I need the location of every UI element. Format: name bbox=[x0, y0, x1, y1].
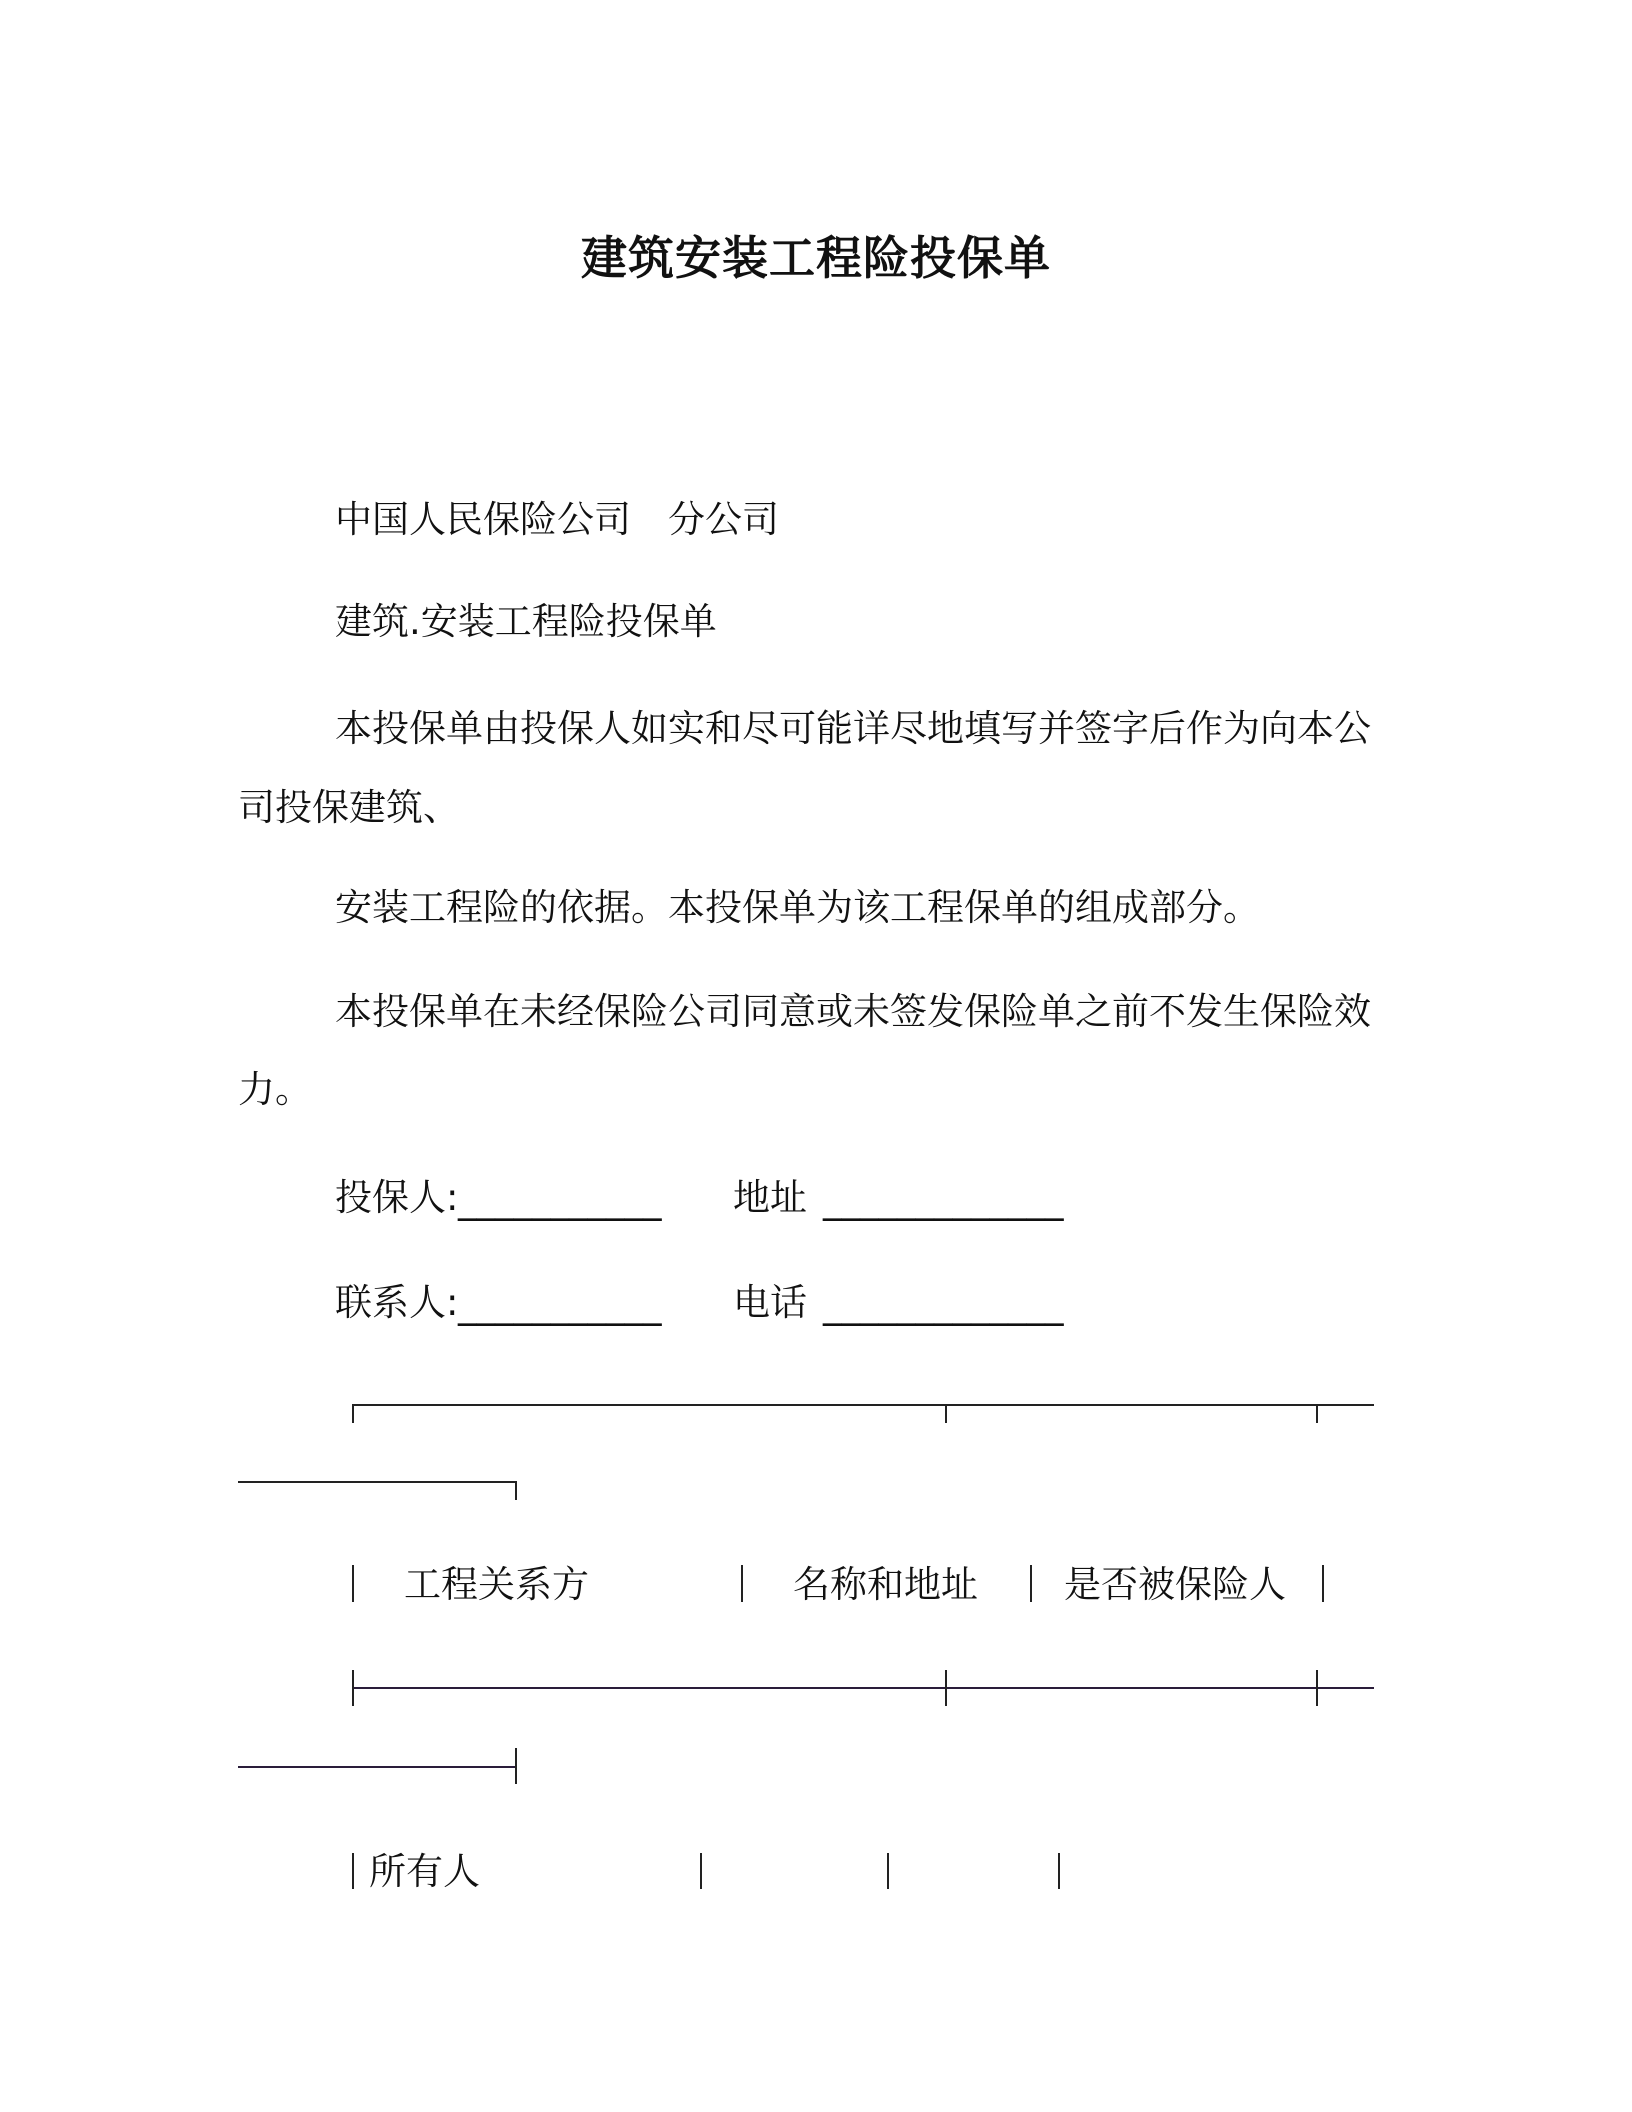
table-top-divider-2 bbox=[1316, 1404, 1318, 1423]
address-label: 地址 bbox=[733, 1176, 807, 1219]
contact-field[interactable]: ___________ bbox=[458, 1283, 662, 1326]
applicant-field[interactable]: ___________ bbox=[458, 1178, 662, 1221]
row-left-border bbox=[352, 1853, 354, 1889]
document-title: 建筑安装工程险投保单 bbox=[581, 231, 1051, 285]
contact-label: 联系人: bbox=[335, 1281, 459, 1324]
row-divider-3 bbox=[1058, 1853, 1060, 1889]
header-right-border bbox=[1322, 1565, 1324, 1602]
validity-paragraph-line-1: 本投保单在未经保险公司同意或未签发保险单之前不发生保险效 bbox=[335, 990, 1371, 1033]
header-separator-right-cross bbox=[515, 1748, 517, 1784]
intro-paragraph-line-1: 本投保单由投保人如实和尽可能详尽地填写并签字后作为向本公 bbox=[335, 707, 1371, 750]
applicant-label: 投保人: bbox=[335, 1176, 459, 1219]
header-separator-wrap bbox=[238, 1766, 516, 1768]
header-separator-cross-2 bbox=[1316, 1670, 1318, 1706]
header-separator-cross-1 bbox=[945, 1670, 947, 1706]
validity-paragraph-line-2: 力。 bbox=[238, 1068, 312, 1111]
table-top-divider-1 bbox=[945, 1404, 947, 1423]
header-name-address: 名称和地址 bbox=[793, 1563, 978, 1606]
header-separator-left-cross bbox=[352, 1670, 354, 1706]
header-left-border bbox=[352, 1565, 354, 1602]
header-divider-2 bbox=[1030, 1565, 1032, 1602]
header-divider-1 bbox=[741, 1565, 743, 1602]
table-top-left-corner bbox=[352, 1404, 354, 1423]
intro-paragraph-line-2: 司投保建筑、 bbox=[238, 786, 460, 829]
phone-field[interactable]: _____________ bbox=[823, 1283, 1064, 1326]
phone-label: 电话 bbox=[733, 1281, 807, 1324]
header-party: 工程关系方 bbox=[404, 1563, 589, 1606]
row-divider-2 bbox=[887, 1853, 889, 1889]
row-divider-1 bbox=[700, 1853, 702, 1889]
basis-paragraph: 安装工程险的依据。本投保单为该工程保单的组成部分。 bbox=[335, 886, 1260, 929]
row-party-owner: 所有人 bbox=[369, 1850, 480, 1893]
table-top-border bbox=[352, 1404, 1374, 1406]
header-separator bbox=[352, 1687, 1374, 1689]
table-top-border-wrap bbox=[238, 1481, 516, 1483]
header-insured: 是否被保险人 bbox=[1064, 1563, 1286, 1606]
company-line: 中国人民保险公司 分公司 bbox=[335, 498, 779, 541]
address-field[interactable]: _____________ bbox=[823, 1178, 1064, 1221]
table-top-right-corner bbox=[515, 1481, 517, 1500]
form-subtitle: 建筑.安装工程险投保单 bbox=[335, 600, 717, 643]
